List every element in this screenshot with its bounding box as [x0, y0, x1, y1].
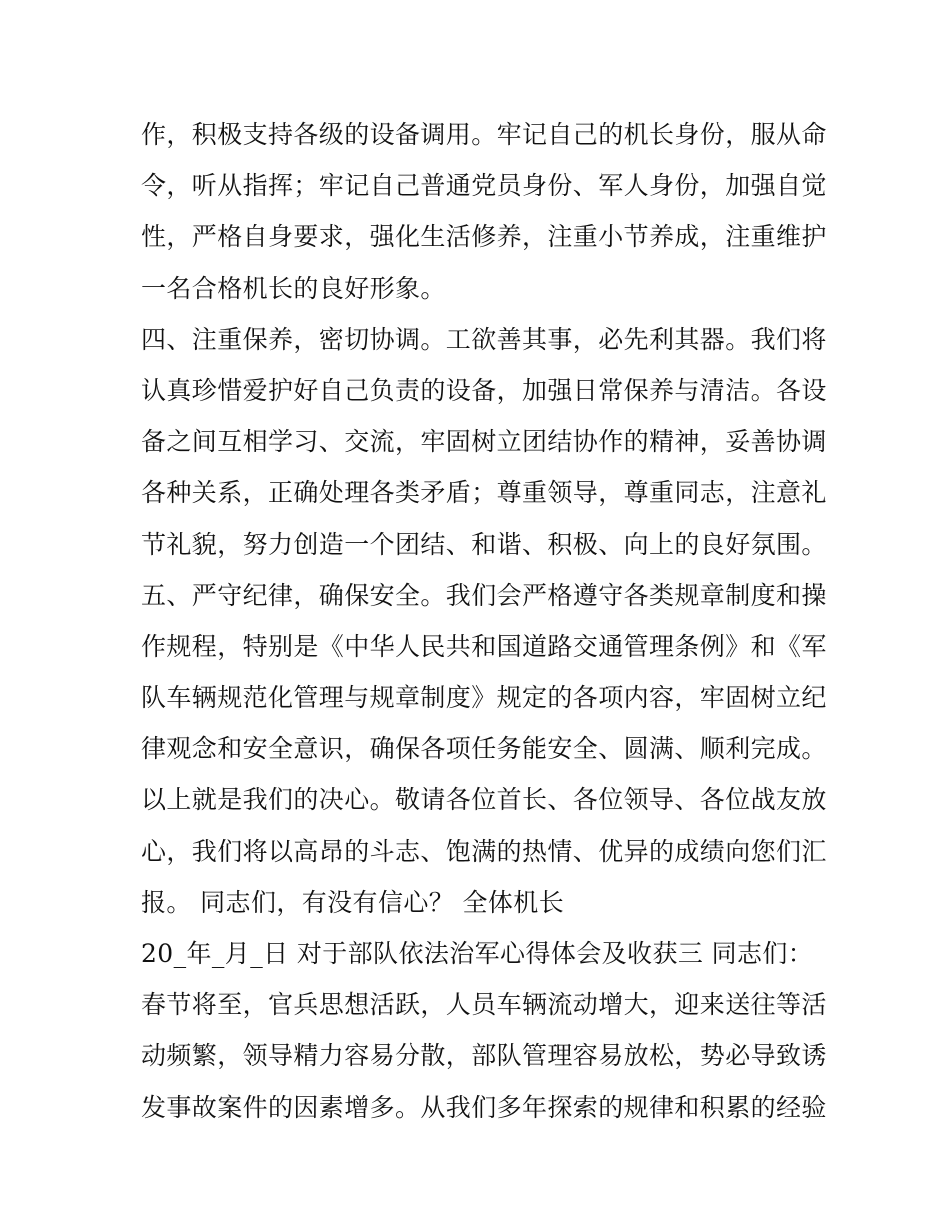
- text-line: 作规程，特别是《中华人民共和国道路交通管理条例》和《军: [141, 631, 827, 661]
- text-line: 各种关系，正确处理各类矛盾；尊重领导，尊重同志，注意礼: [141, 478, 827, 508]
- text-line: 20_年_月_日 对于部队依法治军心得体会及收获三 同志们：: [141, 939, 814, 968]
- text-line: 发事故案件的因素增多。从我们多年探索的规律和积累的经验: [141, 1092, 827, 1122]
- document-body: [141, 109, 827, 1133]
- text-line: 五、严守纪律，确保安全。我们会严格遵守各类规章制度和操: [141, 580, 827, 610]
- text-line: 节礼貌，努力创造一个团结、和谐、积极、向上的良好氛围。: [141, 529, 827, 559]
- text-line: 春节将至，官兵思想活跃，人员车辆流动增大，迎来送往等活: [141, 990, 827, 1020]
- text-line: 动频繁，领导精力容易分散，部队管理容易放松，势必导致诱: [141, 1041, 827, 1071]
- text-line: 令，听从指挥；牢记自己普通党员身份、军人身份，加强自觉: [141, 171, 827, 201]
- text-line: 队车辆规范化管理与规章制度》规定的各项内容，牢固树立纪: [141, 683, 827, 713]
- text-line: 认真珍惜爱护好自己负责的设备，加强日常保养与清洁。各设: [141, 375, 827, 405]
- text-line: 性，严格自身要求，强化生活修养，注重小节养成，注重维护: [141, 222, 827, 252]
- text-line: 心，我们将以高昂的斗志、饱满的热情、优异的成绩向您们汇: [141, 836, 827, 866]
- text-line: 以上就是我们的决心。敬请各位首长、各位领导、各位战友放: [141, 785, 827, 815]
- text-line: 备之间互相学习、交流，牢固树立团结协作的精神，妥善协调: [141, 427, 827, 457]
- text-line: 作，积极支持各级的设备调用。牢记自己的机长身份，服从命: [141, 120, 827, 149]
- text-line: 一名合格机长的良好形象。: [141, 273, 446, 303]
- text-line: 律观念和安全意识，确保各项任务能安全、圆满、顺利完成。: [141, 734, 827, 764]
- text-line: 报。 同志们，有没有信心？ 全体机长: [141, 887, 565, 917]
- text-line: 四、注重保养，密切协调。工欲善其事，必先利其器。我们将: [141, 324, 827, 354]
